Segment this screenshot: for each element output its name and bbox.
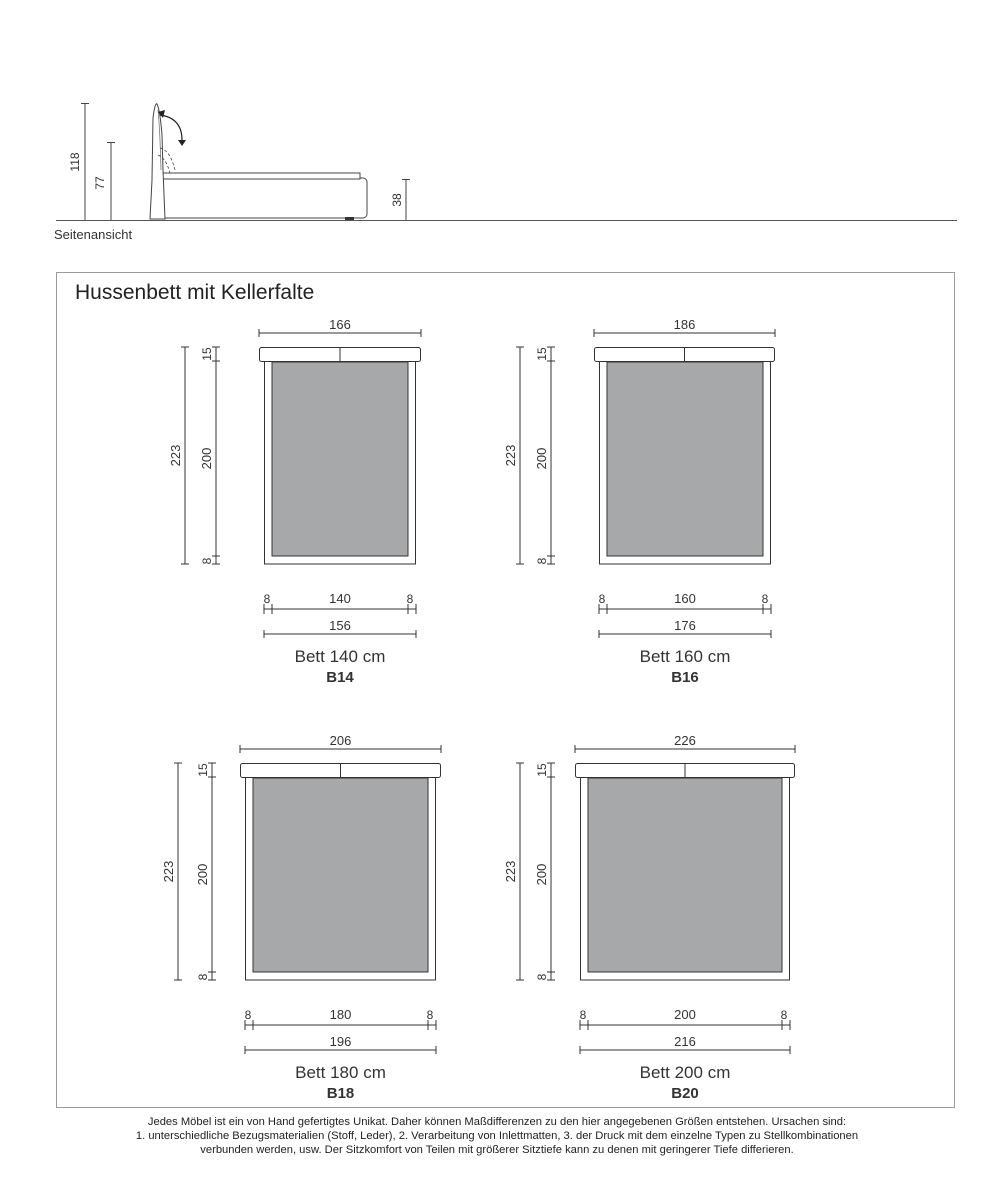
bed-code-label: B20 <box>671 1085 699 1102</box>
bed-name-label: Bett 200 cm <box>639 1063 731 1082</box>
bed-name-label: Bett 140 cm <box>294 647 386 666</box>
bed-name-label: Bett 160 cm <box>639 647 731 666</box>
dim-label-inner-width: 180 <box>329 1007 352 1022</box>
dim-label-head-depth: 15 <box>200 347 214 361</box>
footnote-line-3: verbunden werden, usw. Der Sitzkomfort von Teilen mit größerer Sitztiefe kann zu denen mit geringerer Tiefe differieren. <box>200 1144 794 1156</box>
mattress-area <box>253 778 428 972</box>
dim-label-inner-length: 200 <box>534 863 549 886</box>
bed-name-label: Bett 180 cm <box>295 1063 386 1082</box>
dim-label-head-depth: 15 <box>535 763 549 777</box>
mattress-area <box>607 362 763 556</box>
footnote-line-2: 1. unterschiedliche Bezugsmaterialien (Stoff, Leder), 2. Verarbeitung von Inlettmatten, 3. der Druck mit dem einzelne Typen zu Stellkombinationen <box>135 1130 859 1142</box>
dim-label-inner-width: 200 <box>674 1007 696 1022</box>
dim-label-frame-width: 216 <box>674 1034 696 1049</box>
dim-label-overall-width: 226 <box>674 733 696 748</box>
dim-label-rail-right: 8 <box>406 592 414 606</box>
dim-label-overall-length: 223 <box>503 444 518 467</box>
dim-label-frame-width: 156 <box>329 618 351 633</box>
dim-label-foot-rail: 8 <box>200 557 214 565</box>
dim-label-overall-width: 166 <box>329 317 351 332</box>
dim-label-rail-right: 8 <box>426 1008 434 1022</box>
dim-label-overall-length: 223 <box>503 860 518 883</box>
panel-title: Hussenbett mit Kellerfalte <box>75 281 315 304</box>
dim-label-77: 77 <box>93 176 107 190</box>
dim-label-inner-length: 200 <box>195 863 210 886</box>
dim-label-overall-length: 223 <box>161 860 176 883</box>
side-view-caption: Seitenansicht <box>54 227 133 242</box>
dim-label-rail-left: 8 <box>598 592 606 606</box>
dim-label-inner-length: 200 <box>199 447 214 470</box>
dim-label-head-depth: 15 <box>535 347 549 361</box>
footnote <box>50 1115 944 1157</box>
dim-label-foot-rail: 8 <box>535 557 549 565</box>
dim-label-inner-width: 160 <box>674 591 696 606</box>
dim-label-rail-left: 8 <box>579 1008 587 1022</box>
dim-label-118: 118 <box>68 152 82 172</box>
bed-code-label: B14 <box>326 669 354 686</box>
bed-code-label: B16 <box>671 669 699 686</box>
dim-label-inner-length: 200 <box>534 447 549 470</box>
dim-label-foot-rail: 8 <box>535 973 549 981</box>
mattress-area <box>272 362 408 556</box>
dim-label-frame-width: 196 <box>329 1034 352 1049</box>
dim-label-rail-right: 8 <box>761 592 769 606</box>
dim-label-rail-left: 8 <box>263 592 271 606</box>
dim-label-head-depth: 15 <box>196 763 210 777</box>
dim-label-rail-right: 8 <box>780 1008 788 1022</box>
dim-label-overall-width: 206 <box>329 733 352 748</box>
bed-code-label: B18 <box>326 1085 355 1102</box>
dim-label-overall-width: 186 <box>673 317 696 332</box>
dim-label-inner-width: 140 <box>329 591 351 606</box>
dim-label-frame-width: 176 <box>674 618 696 633</box>
dim-label-overall-length: 223 <box>168 444 183 467</box>
footnote-line-1: Jedes Möbel ist ein von Hand gefertigtes Unikat. Daher können Maßdifferenzen zu den hier angegebenen Größen entstehen. Ursachen sind: <box>147 1116 847 1128</box>
dim-label-foot-rail: 8 <box>196 973 210 981</box>
dim-label-rail-left: 8 <box>244 1008 252 1022</box>
dim-label-38: 38 <box>390 193 404 207</box>
mattress-area <box>588 778 782 972</box>
